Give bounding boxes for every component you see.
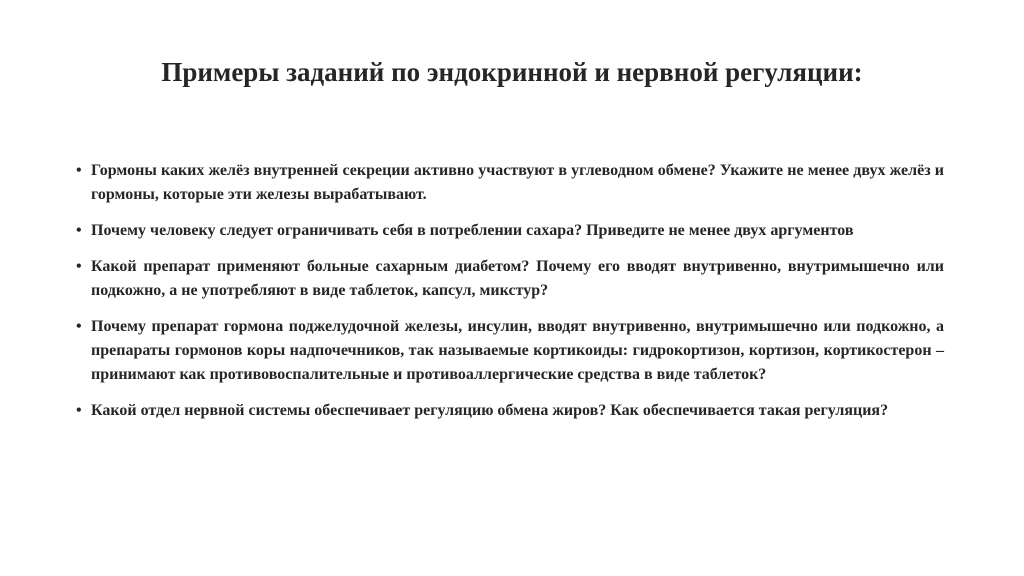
bullet-list bbox=[76, 159, 944, 435]
bullet-icon: • bbox=[76, 222, 82, 239]
bullet-icon: • bbox=[76, 162, 82, 179]
list-item-text: Какой препарат применяют больные сахарным диабетом? Почему его вводят внутривенно, внутримышечно или подкожно, а не употребляют в виде таблеток, капсул, микстур? bbox=[91, 258, 944, 299]
list-item-2 bbox=[76, 219, 944, 243]
list-item-text: Почему препарат гормона поджелудочной железы, инсулин, вводят внутривенно, внутримышечно или подкожно, а препараты гормонов коры надпочечников, так называемые кортикоиды: гидрокортизон, кортизон, кортикостерон – принимают как противовоспалительные и противоаллергические средства в виде таблеток? bbox=[91, 318, 944, 383]
bullet-icon: • bbox=[76, 402, 82, 419]
list-item-text: Какой отдел нервной системы обеспечивает регуляцию обмена жиров? Как обеспечивается такая регуляция? bbox=[91, 402, 889, 419]
list-item-1 bbox=[76, 159, 944, 207]
list-item-text: Почему человеку следует ограничивать себя в потреблении сахара? Приведите не менее двух аргументов bbox=[91, 222, 854, 239]
list-item-5 bbox=[76, 399, 944, 423]
list-item-4 bbox=[76, 315, 944, 387]
list-item-3 bbox=[76, 255, 944, 303]
bullet-icon: • bbox=[76, 318, 82, 335]
bullet-icon: • bbox=[76, 258, 82, 275]
list-item-text: Гормоны каких желёз внутренней секреции активно участвуют в углеводном обмене? Укажите не менее двух желёз и гормоны, которые эти железы вырабатывают. bbox=[91, 162, 944, 203]
slide-title: Примеры заданий по эндокринной и нервной регуляции: bbox=[161, 57, 863, 87]
